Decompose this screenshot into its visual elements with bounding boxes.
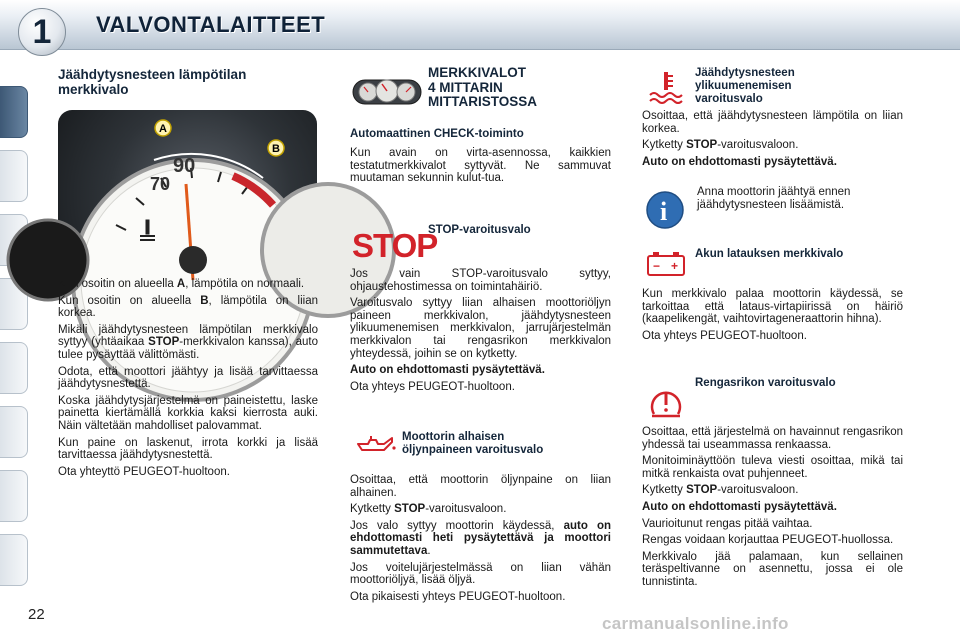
heading-line: merkkivalo — [58, 82, 129, 97]
coolant-overheat-section — [642, 106, 903, 168]
heading-line: Jäähdytysnesteen lämpötilan — [58, 67, 247, 82]
paragraph: Odota, että moottori jäähtyy ja lisää tarvittaessa jäähdytysnestettä. — [58, 365, 318, 391]
watermark: carmanualsonline.info — [602, 614, 789, 633]
oil-pressure-icon — [354, 432, 396, 463]
info-note: Anna moottorin jäähtyä ennen jäähdytysnesteen lisäämistä. — [697, 186, 851, 211]
paragraph: Osoittaa, että järjestelmä on havainnut rengasrikon yhdessä tai useammassa renkaassa. — [642, 426, 903, 451]
paragraph: Mikäli jäähdytysnesteen lämpötilan merkkivalo syttyy (yhtäaikaa STOP-merkkivalon kanssa), auto tulee pysäyttää välittömästi. — [58, 323, 318, 361]
paragraph: Ota yhteyttö PEUGEOT-huoltoon. — [58, 465, 230, 478]
paragraph: Ota yhteys PEUGEOT-huoltoon. — [642, 329, 807, 342]
paragraph: Koska jäähdytysjärjestelmä on paineistettu, laske painetta kiertämällä korkkia kaksi kierrosta auki. Näin vältetään mahdolliset palovammat. — [58, 394, 318, 432]
check-section — [350, 128, 611, 185]
tyre-heading: Rengasrikon varoitusvalo — [695, 377, 836, 389]
battery-heading: Akun latauksen merkkivalo — [695, 248, 844, 260]
paragraph: Kytketty STOP-varoitusvaloon. — [642, 484, 799, 497]
stop-icon-text: STOP — [352, 227, 438, 264]
chapter-tab[interactable] — [0, 150, 28, 202]
chapter-tab[interactable] — [0, 470, 28, 522]
coolant-temp-text — [58, 274, 318, 478]
paragraph: Kun osoitin on alueella B, lämpötila on liian korkea. — [58, 294, 318, 320]
coolant-gauge-photo — [58, 110, 317, 265]
paragraph: Kun osoitin on alueella A, lämpötila on normaali. — [58, 278, 305, 290]
paragraph: Varoitusvalo syttyy liian alhaisen moottoriöljyn paineen merkkivalon, jäähdytysnesteen ylikuumenemisen merkkivalon, jarrujärjestelmän merkkivalon tai rengasrikon merkkivalon yhteydessä, joihin se on kytketty. — [350, 297, 611, 360]
heading-line: MITTARISTOSSA — [428, 94, 538, 109]
paragraph: Kytketty STOP-varoitusvaloon. — [350, 503, 507, 516]
info-icon — [645, 190, 685, 235]
tyre-section — [642, 422, 903, 589]
stop-warning-icon — [352, 227, 438, 265]
gauge-label-b: B — [272, 143, 280, 155]
info-icon-glyph: i — [660, 197, 668, 226]
oil-heading — [402, 431, 612, 457]
paragraph: Ota pikaisesti yhteys PEUGEOT-huoltoon. — [350, 590, 566, 603]
cluster-heading — [428, 66, 588, 110]
paragraph: Jos vain STOP-varoitusvalo syttyy, ohjaustehostimessa on toimintahäiriö. — [350, 268, 611, 293]
paragraph: Kytketty STOP-varoitusvaloon. — [642, 139, 799, 152]
paragraph: Jos voitelujärjestelmässä on liian vähän moottoriöljyä, lisää öljyä. — [350, 561, 611, 587]
coolant-overheat-heading — [695, 67, 895, 106]
page-number: 22 — [28, 606, 45, 623]
coolant-overheat-icon — [648, 70, 684, 111]
oil-section — [350, 470, 611, 603]
battery-minus: − — [653, 259, 661, 273]
chapter-tab-active[interactable] — [0, 86, 28, 138]
gauge-tick-90: 90 — [173, 155, 196, 177]
check-heading: Automaattinen CHECK-toiminto — [350, 128, 524, 140]
tyre-puncture-icon — [646, 384, 686, 425]
heading-line: Jäähdytysnesteen — [695, 67, 795, 79]
gauge-label-a: A — [159, 123, 167, 135]
paragraph: Vaurioitunut rengas pitää vaihtaa. — [642, 517, 813, 530]
stop-section — [350, 264, 611, 393]
page-title: VALVONTALAITTEET — [96, 12, 326, 37]
paragraph: Kun avain on virta-asennossa, kaikkien testatutmerkkivalot syttyvät. Ne sammuvat muutaman sekunnin kulut-tua. — [350, 147, 611, 185]
chapter-tab[interactable] — [0, 342, 28, 394]
paragraph: Monitoiminäyttöön tuleva viesti osoittaa, mikä tai mitkä renkaista ovat puhjenneet. — [642, 455, 903, 480]
stop-bold-warning: Auto on ehdottomasti pysäytettävä. — [350, 364, 545, 377]
coolant-temp-heading — [58, 67, 318, 97]
paragraph: Jos valo syttyy moottorin käydessä, auto on ehdottomasti heti pysäytettävä ja moottori sammutettava. — [350, 519, 611, 557]
paragraph: Kun merkkivalo palaa moottorin käydessä, se tarkoittaa että lataus-virtapiirissä on häiriö (kaapelikengät, vaihtovirtageneraattorin hihna). — [642, 288, 903, 326]
heading-line: MERKKIVALOT — [428, 65, 526, 80]
heading-line: varoitusvalo — [695, 93, 763, 105]
paragraph: Rengas voidaan korjauttaa PEUGEOT-huollossa. — [642, 534, 894, 547]
paragraph: Kun paine on laskenut, irrota korkki ja lisää tarvittaessa jäähdytysnestettä. — [58, 436, 318, 462]
paragraph: Ota yhteys PEUGEOT-huoltoon. — [350, 380, 515, 393]
battery-section — [642, 284, 903, 342]
tyre-bold-warning: Auto on ehdottomasti pysäytettävä. — [642, 500, 837, 513]
heading-line: ylikuumenemisen — [695, 80, 792, 92]
battery-icon — [646, 251, 686, 282]
coolant-bold-warning: Auto on ehdottomasti pysäytettävä. — [642, 155, 837, 168]
heading-line: 4 MITTARIN — [428, 79, 503, 95]
instrument-cluster-icon — [352, 76, 422, 113]
heading-line: Moottorin alhaisen — [402, 431, 505, 443]
battery-plus: + — [671, 259, 679, 273]
paragraph: Osoittaa, että jäähdytysnesteen lämpötila on liian korkea. — [642, 110, 903, 135]
chapter-tabs — [0, 66, 32, 596]
chapter-badge: 1 — [18, 8, 66, 56]
stop-heading: STOP-varoitusvalo — [428, 224, 531, 236]
gauge-tick-70: 70 — [150, 174, 171, 194]
heading-line: öljynpaineen varoitusvalo — [402, 444, 544, 456]
paragraph: Merkkivalo jää palamaan, kun sellainen teräspeltivanne on asennettu, jossa ei ole tunnistinta. — [642, 550, 903, 588]
chapter-tab[interactable] — [0, 406, 28, 458]
paragraph: Osoittaa, että moottorin öljynpaine on liian alhainen. — [350, 474, 611, 499]
chapter-tab[interactable] — [0, 534, 28, 586]
